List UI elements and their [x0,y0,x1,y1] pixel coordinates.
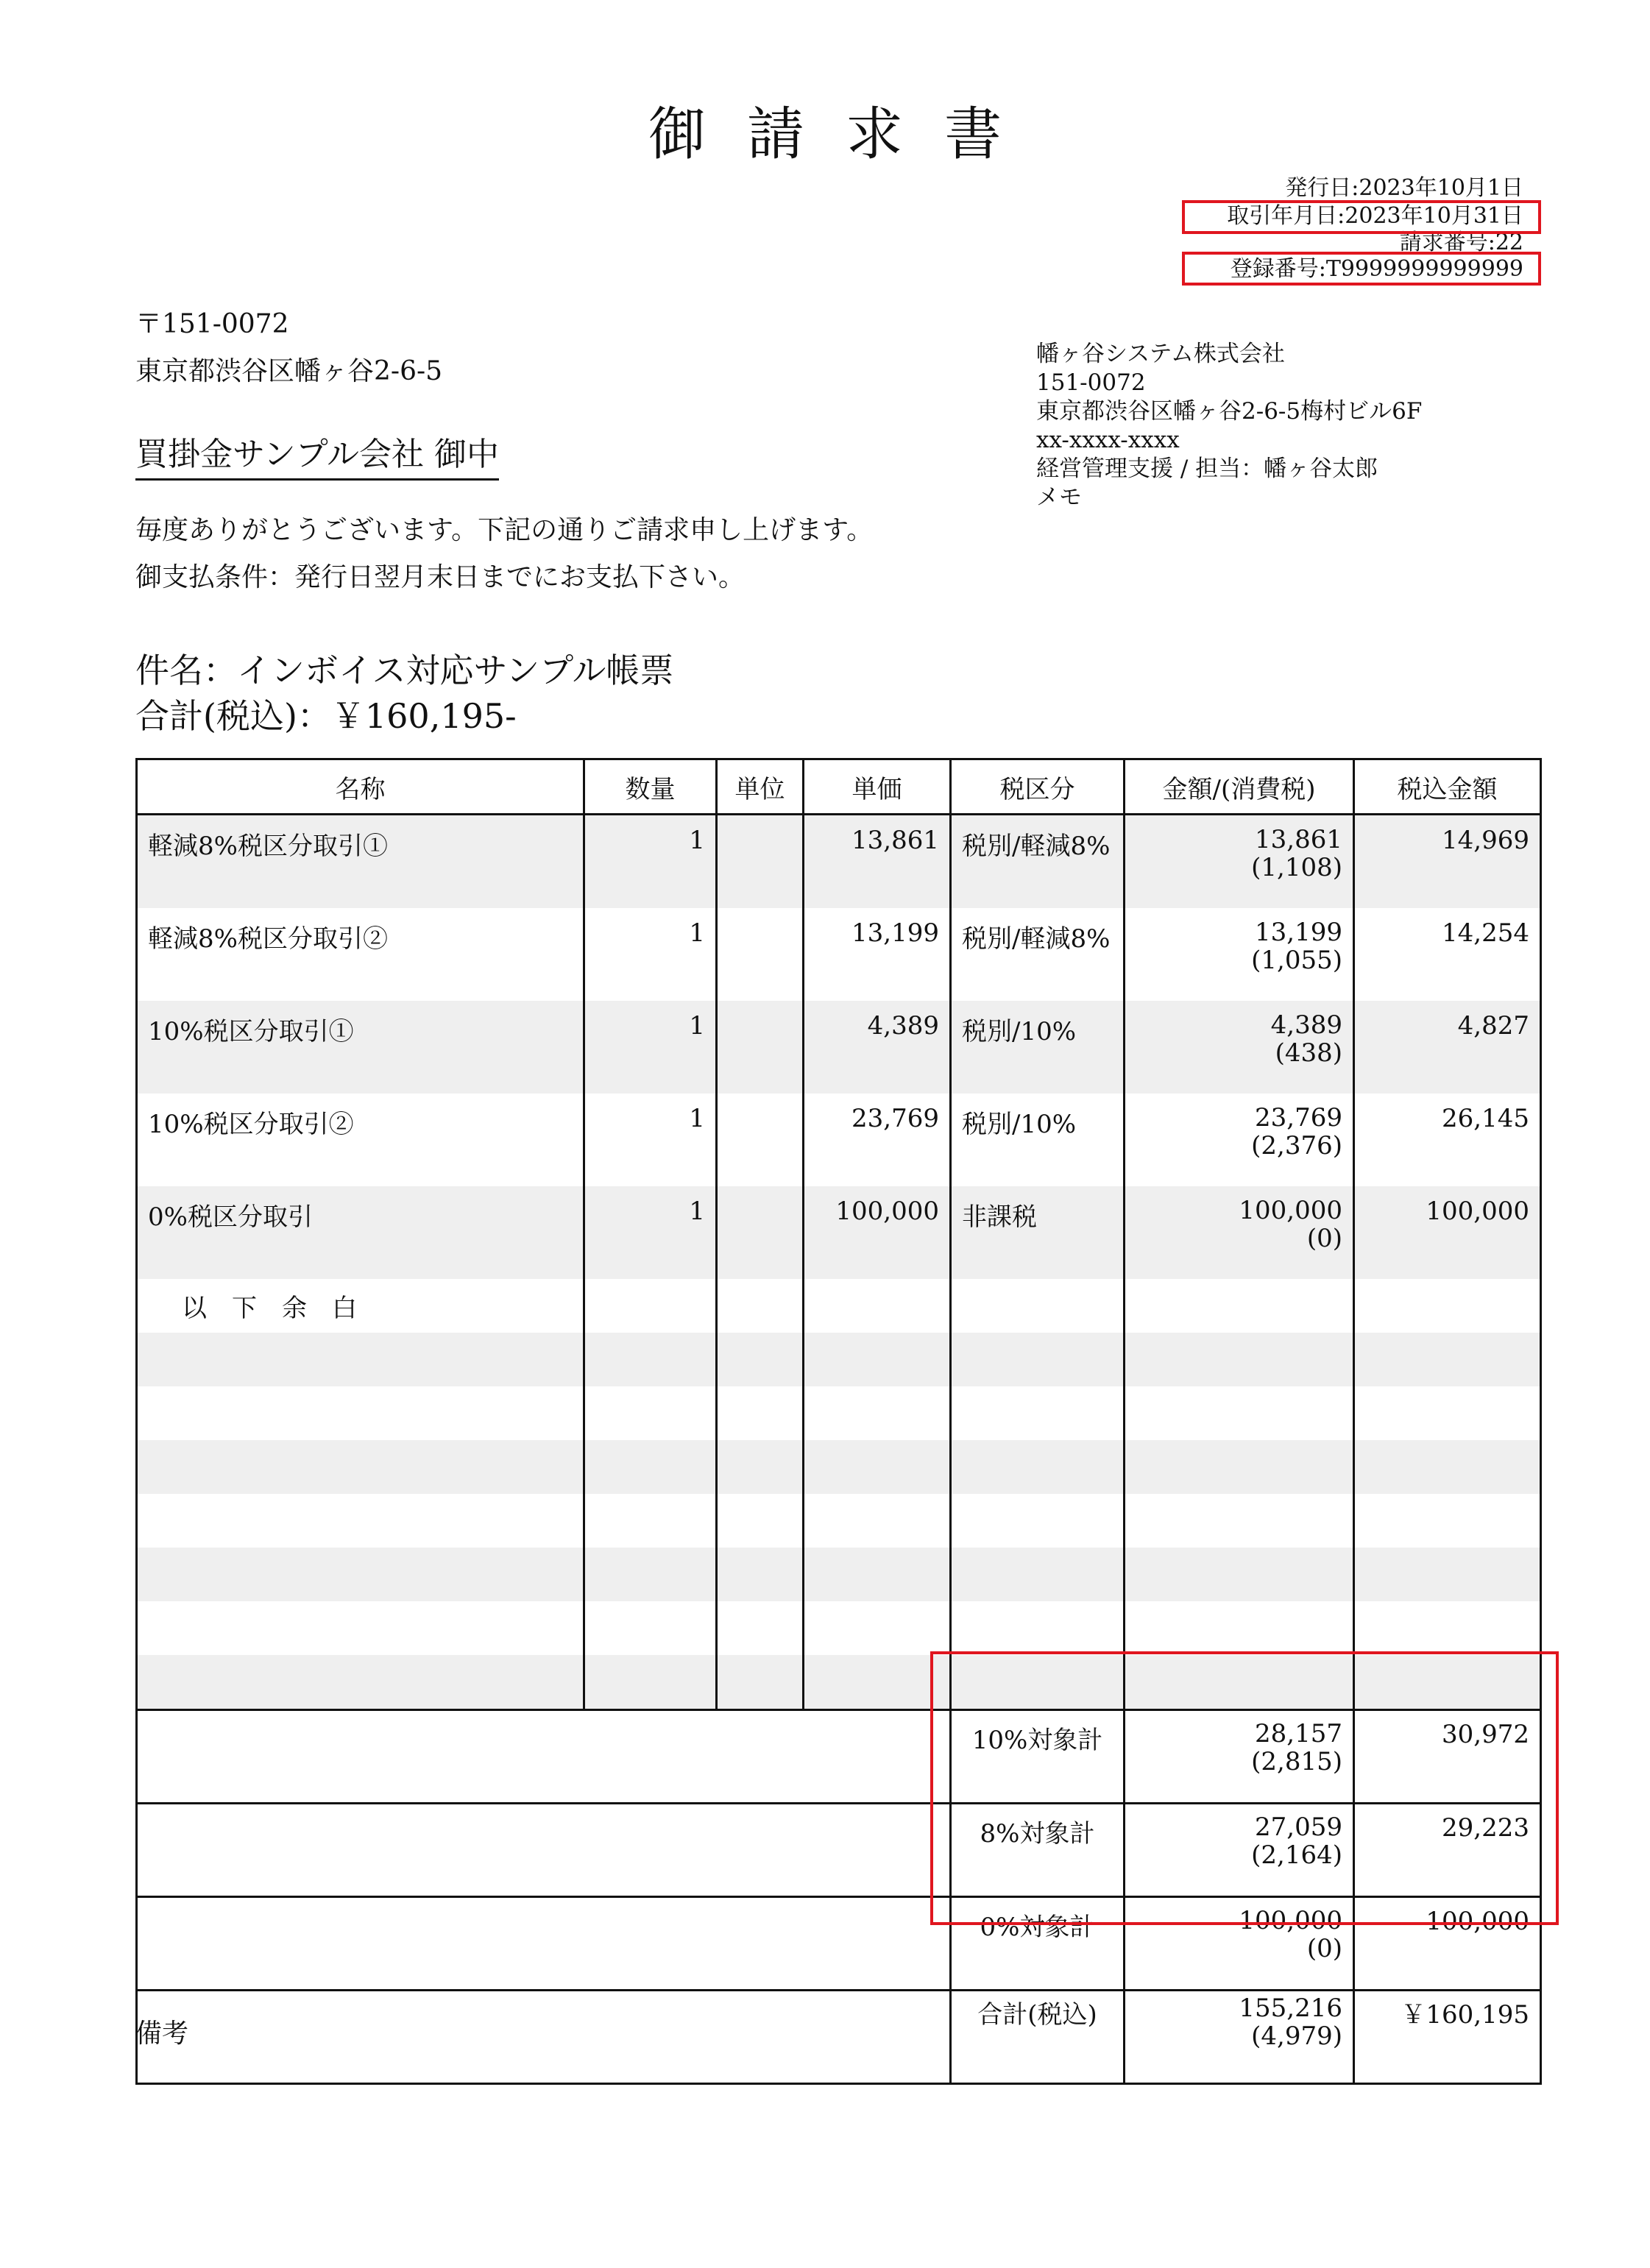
item-qty: 1 [584,815,717,909]
header-name: 名称 [137,759,584,815]
highlight-registration-number [1182,252,1541,286]
table-row [137,1279,1541,1333]
item-amount-cell [1125,1001,1354,1094]
summary-total: 29,223 [1354,1804,1541,1897]
greeting-line: 毎度ありがとうございます。下記の通りご請求申し上げます。 [135,515,874,545]
summary-total: 100,000 [1354,1897,1541,1991]
item-amount: 13,199 [1255,918,1342,947]
issuer-address: 東京都渋谷区幡ヶ谷2-6-5梅村ビル6F [1036,398,1423,425]
registration-number: 登録番号:T9999999999999 [1230,256,1523,282]
grand-total-tax: (4,979) [1251,2021,1342,2051]
subject-total: 合計(税込)：￥160,195- [135,696,517,736]
item-amount: 4,389 [1270,1010,1342,1040]
grand-total-amount: 155,216 [1239,1994,1342,2023]
item-name: 10%税区分取引② [137,1094,584,1186]
issue-date: 発行日:2023年10月1日 [1285,175,1523,201]
issuer-memo: メモ [1036,484,1082,511]
item-qty: 1 [584,1001,717,1094]
table-row [137,1333,1541,1386]
item-qty: 1 [584,1094,717,1186]
table-header-row [137,759,1541,815]
table-row [137,1494,1541,1548]
header-qty: 数量 [584,759,717,815]
item-unit [717,908,804,1001]
item-tax: (0) [1306,1224,1342,1253]
item-price: 13,861 [804,815,951,909]
summary-amount: 100,000 [1239,1906,1342,1935]
grand-total-label: 合計(税込) [951,1991,1125,2084]
recipient-postal: 〒151-0072 [135,309,289,339]
remarks-label: 備考 [135,2019,189,2049]
table-row [137,1186,1541,1279]
issuer-postal: 151-0072 [1036,369,1146,396]
summary-tax: (2,815) [1251,1747,1342,1776]
header-unit: 単位 [717,759,804,815]
grand-total-amount-cell [1125,1991,1354,2084]
item-unit [717,1094,804,1186]
item-total: 4,827 [1354,1001,1541,1094]
item-amount-cell [1125,1094,1354,1186]
item-price: 100,000 [804,1186,951,1279]
table-row [137,908,1541,1001]
summary-amount: 28,157 [1255,1719,1342,1748]
issuer-block [1036,340,1422,512]
item-price: 23,769 [804,1094,951,1186]
remainder-note: 以 下 余 白 [137,1279,584,1333]
item-total: 26,145 [1354,1094,1541,1186]
grand-total-value: ￥160,195 [1354,1991,1541,2084]
item-amount-cell [1125,908,1354,1001]
table-row [137,815,1541,909]
table-row [137,1001,1541,1094]
item-name: 0%税区分取引 [137,1186,584,1279]
header-total: 税込金額 [1354,759,1541,815]
table-row [137,1386,1541,1440]
item-tax-class: 非課税 [951,1186,1125,1279]
item-price: 4,389 [804,1001,951,1094]
item-price: 13,199 [804,908,951,1001]
table-row [137,1094,1541,1186]
item-total: 14,969 [1354,815,1541,909]
item-amount-cell [1125,815,1354,909]
item-tax-class: 税別/10% [951,1001,1125,1094]
subject-block [135,648,673,739]
item-amount-cell [1125,1186,1354,1279]
invoice-number: 請求番号:22 [1399,230,1523,255]
item-unit [717,1186,804,1279]
summary-tax: (0) [1306,1934,1342,1963]
item-name: 10%税区分取引① [137,1001,584,1094]
recipient-name: 買掛金サンプル会社 御中 [135,434,499,481]
issuer-phone: xx-xxxx-xxxx [1036,427,1180,453]
item-tax: (438) [1275,1038,1342,1068]
transaction-date: 取引年月日:2023年10月31日 [1227,203,1523,229]
item-amount: 23,769 [1255,1103,1342,1133]
item-total: 100,000 [1354,1186,1541,1279]
document-title: 御請求書 [648,102,1043,168]
summary-label: 10%対象計 [951,1710,1125,1804]
header-amount: 金額/(消費税) [1125,759,1354,815]
item-tax: (1,055) [1251,946,1342,975]
summary-tax: (2,164) [1251,1840,1342,1870]
table-row [137,1601,1541,1655]
item-tax: (1,108) [1251,853,1342,882]
summary-label: 8%対象計 [951,1804,1125,1897]
grand-total-row [137,1991,1541,2084]
item-qty: 1 [584,1186,717,1279]
summary-label: 0%対象計 [951,1897,1125,1991]
item-tax: (2,376) [1251,1131,1342,1160]
summary-amount: 27,059 [1255,1812,1342,1842]
item-tax-class: 税別/軽減8% [951,908,1125,1001]
summary-total: 30,972 [1354,1710,1541,1804]
subject-name: 件名：インボイス対応サンプル帳票 [135,651,674,690]
table-row [137,1548,1541,1601]
table-row [137,1440,1541,1494]
item-total: 14,254 [1354,908,1541,1001]
item-name: 軽減8%税区分取引② [137,908,584,1001]
item-qty: 1 [584,908,717,1001]
highlight-tax-summary [930,1651,1559,1925]
header-price: 単価 [804,759,951,815]
item-name: 軽減8%税区分取引① [137,815,584,909]
payment-terms: 御支払条件：発行日翌月末日までにお支払下さい。 [135,562,746,592]
header-tax-class: 税区分 [951,759,1125,815]
issuer-company: 幡ヶ谷システム株式会社 [1036,341,1285,367]
highlight-transaction-date [1182,200,1541,234]
recipient-address: 東京都渋谷区幡ヶ谷2-6-5 [135,356,443,386]
item-unit [717,815,804,909]
item-tax-class: 税別/軽減8% [951,815,1125,909]
item-unit [717,1001,804,1094]
issuer-department: 経営管理支援 / 担当：幡ヶ谷太郎 [1036,456,1378,482]
item-amount: 13,861 [1255,825,1342,854]
item-tax-class: 税別/10% [951,1094,1125,1186]
item-amount: 100,000 [1239,1196,1342,1225]
